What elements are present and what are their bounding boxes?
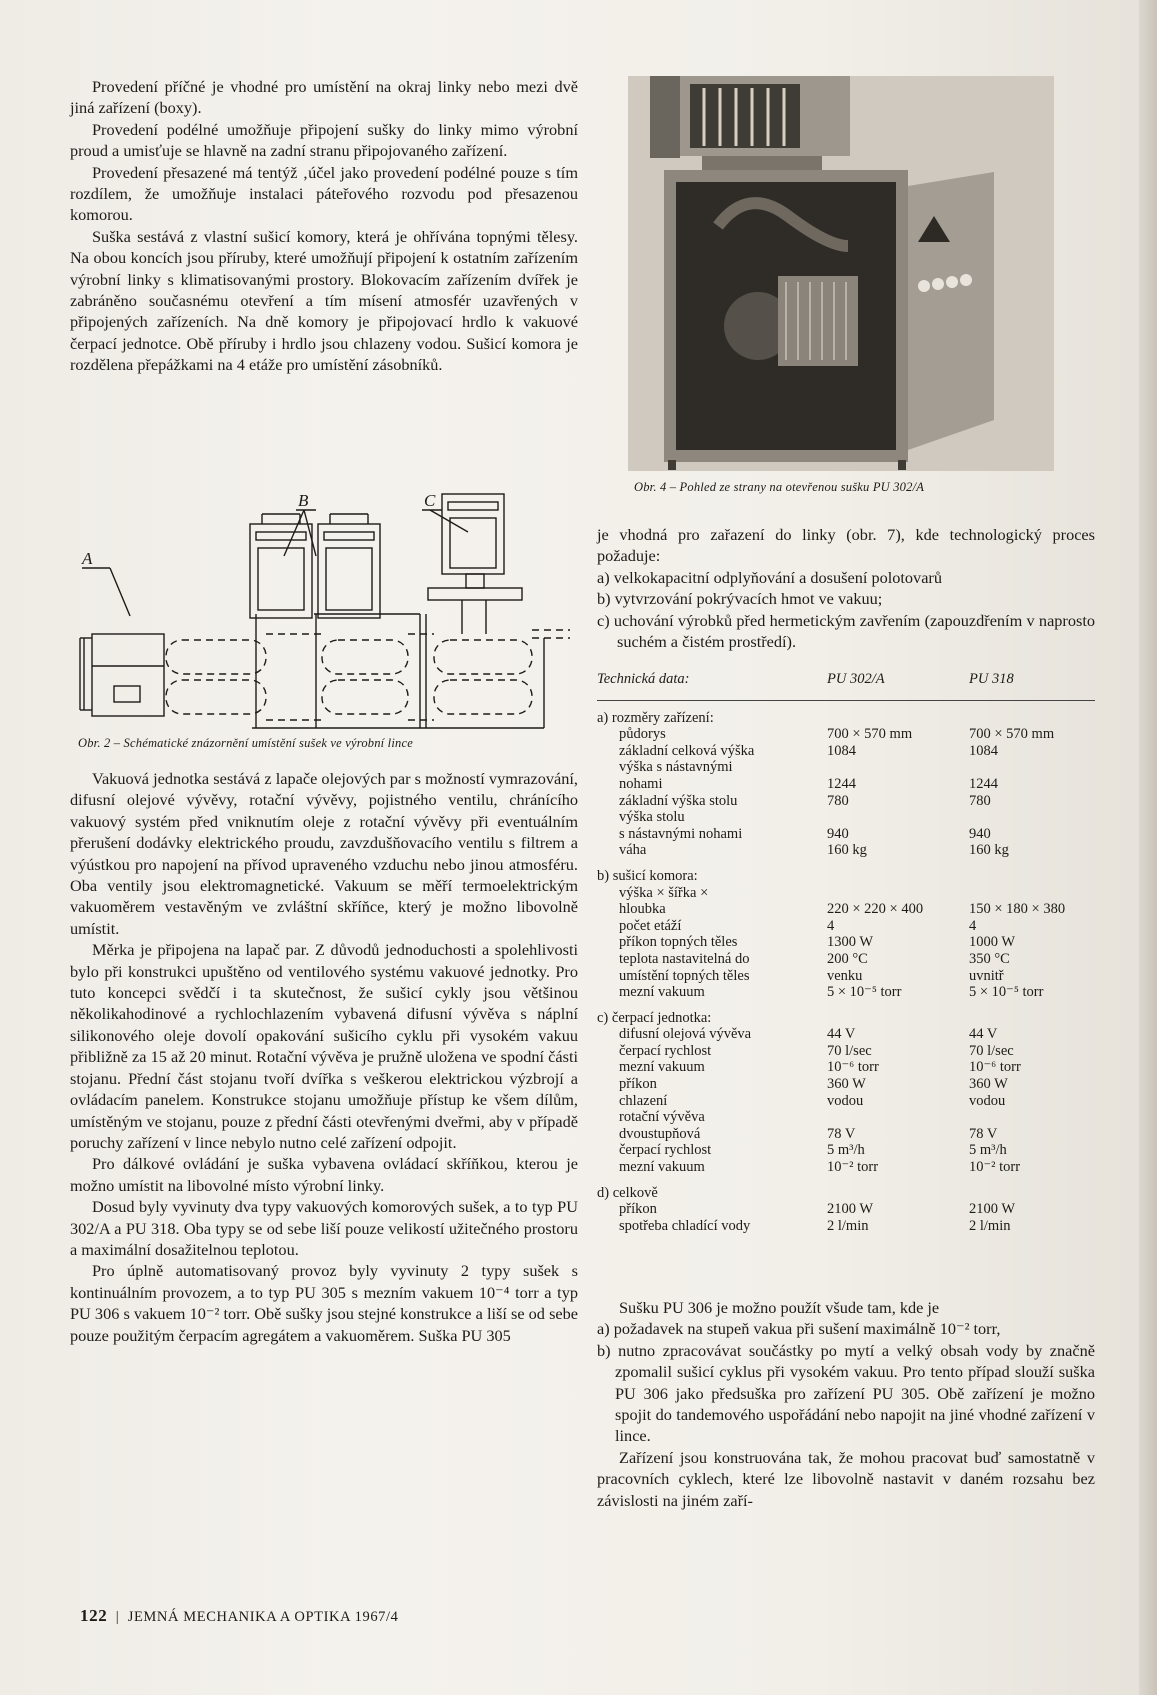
table-cell-parameter: rotační vývěva <box>619 1109 705 1126</box>
table-cell-parameter: půdorys <box>619 726 666 743</box>
table-cell-pu318: 150 × 180 × 380 <box>969 901 1066 918</box>
table-cell-pu318: 78 V <box>969 1125 998 1142</box>
table-header-pu318: PU 318 <box>969 671 1014 687</box>
table-cell-parameter: difusní olejová vývěva <box>619 1026 752 1043</box>
table-row <box>597 934 1095 951</box>
table-cell-pu318: 160 kg <box>969 842 1009 859</box>
table-cell-pu318: 2 l/min <box>969 1217 1011 1234</box>
dryer-unit-b-1 <box>250 524 312 618</box>
table-cell-pu302a <box>827 809 969 826</box>
table-cell-pu318 <box>969 885 1095 902</box>
table-row <box>597 793 1095 810</box>
table-row <box>597 968 1095 985</box>
table-row <box>597 1059 1095 1076</box>
table-cell-parameter: počet etáží <box>619 917 682 934</box>
figure-2-caption: Obr. 2 – Schématické znázornění umístění sušek ve výrobní lince <box>78 736 413 750</box>
table-cell-parameter: chlazení <box>619 1092 668 1109</box>
table-cell-pu302a <box>827 885 969 902</box>
table-cell-parameter: příkon <box>619 1076 657 1093</box>
table-cell-parameter: výška × šířka × <box>619 884 709 901</box>
dryer-unit-c <box>442 494 504 574</box>
table-cell-pu318: 700 × 570 mm <box>969 726 1055 743</box>
page-footer <box>80 1606 399 1626</box>
table-cell-pu302a: 220 × 220 × 400 <box>827 901 924 918</box>
table-group-title <box>597 1010 1095 1027</box>
table-cell-pu302a: vodou <box>827 1092 864 1109</box>
table-row <box>597 809 1095 826</box>
table-cell-pu302a: 4 <box>827 917 835 934</box>
table-cell-parameter: umístění topných těles <box>619 967 750 984</box>
paragraph-dryer-types: Dosud byly vyvinuty dva typy vakuových komorových sušek, a to typ PU 302/A a PU 318. Oba typy se od sebe liší pouze velikostí užitečného prostoru a maximální dosažitelnou teplotou. <box>70 1197 578 1259</box>
table-cell-pu318: uvnitř <box>969 967 1004 984</box>
table-cell-pu318: vodou <box>969 1092 1006 1109</box>
table-group-title <box>597 710 1095 727</box>
table-group-title <box>597 868 1095 885</box>
table-cell-pu318: 5 m³/h <box>969 1142 1007 1159</box>
table-cell-pu318: 780 <box>969 792 991 809</box>
table-cell-pu302a: 160 kg <box>827 842 867 859</box>
table-cell-pu302a: 5 m³/h <box>827 1142 865 1159</box>
table-cell-pu302a <box>827 759 969 776</box>
table-cell-pu302a: 940 <box>827 825 849 842</box>
table-row <box>597 1126 1095 1143</box>
left-column-continued <box>70 768 578 1346</box>
journal-name: JEMNÁ MECHANIKA A OPTIKA 1967/4 <box>127 1609 399 1625</box>
table-cell-parameter: základní výška stolu <box>619 792 738 809</box>
table-cell-pu302a: 10⁻² torr <box>827 1159 879 1176</box>
left-column <box>70 76 578 376</box>
table-cell-pu318 <box>969 759 1095 776</box>
requirement-b: b) vytvrzování pokrývacích hmot ve vakuu; <box>597 589 883 609</box>
table-cell-pu318: 70 l/sec <box>969 1042 1014 1059</box>
paragraph-dryer-composition: Suška sestává z vlastní sušicí komory, která je ohřívána topnými tělesy. Na obou koncích jsou příruby, které umožňují připojení k ostatním zařízením výrobní linky s klimatisovanými prostory. Blokovacím zařízením dvířek je zabráněno současnému otevření a tím mísení atmosfér uzavřených v připojených zařízeních. Na dně komory je připojovací hrdlo k vakuové čerpací jednotce. Obě příruby i hrdlo jsou chlazeny vodou. Sušicí komora je rozdělena přepážkami na 4 etáže pro umístění zásobníků. <box>70 226 578 375</box>
table-cell-parameter: základní celková výška <box>619 742 755 759</box>
table-cell-parameter: teplota nastavitelná do <box>619 950 750 967</box>
pu306-point-a: a) požadavek na stupeň vakua při sušení maximálně 10⁻² torr, <box>597 1319 1001 1339</box>
table-row <box>597 1142 1095 1159</box>
label-a-leader <box>110 568 130 616</box>
table-cell-parameter: příkon <box>619 1201 657 1218</box>
technical-data-table <box>597 671 1095 1243</box>
paragraph-offset: Provedení přesazené má tentýž ‚účel jako provedení podélné pouze s tím rozdílem, že umožňuje instalaci páteřového rozvodu pod přesazenou komorou. <box>70 162 578 225</box>
table-cell-parameter: čerpací rychlost <box>619 1142 712 1159</box>
right-column-intro <box>597 524 1095 652</box>
table-row <box>597 1201 1095 1218</box>
dryer-unit-b-2 <box>318 524 380 618</box>
table-cell-pu302a: 70 l/sec <box>827 1042 872 1059</box>
table-row <box>597 901 1095 918</box>
table-cell-pu302a: 2 l/min <box>827 1217 869 1234</box>
requirement-c: c) uchování výrobků před hermetickým zavřením (zapouzdřením v naprosto suchém a čistém prostředí). <box>597 610 1095 652</box>
table-cell-pu318: 44 V <box>969 1026 998 1043</box>
paragraph-gauge: Měrka je připojena na lapač par. Z důvodů jednoduchosti a spolehlivosti bylo při konstrukci upuštěno od ventilového systému vakuové jednotky. Pro tuto koncepci svědčí i ta skutečnost, že sušicí cykly jsou většinou několikahodinové a rychlochlazením vybavená difusní vývěva s náplní silikonového oleje dovolí opakování sušicího cyklu při vysokém vakuu přibližně za 15 až 20 minut. Rotační vývěva je pružně uložena ve spodní části stojanu. Přední část stojanu tvoří dvířka s veškerou elektrickou výzbrojí a ovládacím panelem. Konstrukce stojanu umožňuje přístup ke všem dílům, umístěným ve stojanu, pouze z přední části otevřenými dveřmi, aby v případě poruchy zařízení v lince nebylo nutno celé zařízení odpojit. <box>70 940 578 1152</box>
table-cell-pu318: 10⁻⁶ torr <box>969 1059 1021 1076</box>
table-cell-parameter: nohami <box>619 775 663 792</box>
diagram-label-c: C <box>424 491 436 510</box>
requirement-a: a) velkokapacitní odplyňování a dosušení polotovarů <box>597 567 942 587</box>
table-cell-pu302a: 2100 W <box>827 1201 874 1218</box>
paragraph-closing: Zařízení jsou konstruována tak, že mohou pracovat buď samostatně v pracovních cyklech, které lze libovolně nastavit v daném rozsahu bez závislosti na jiném zaří- <box>597 1447 1095 1510</box>
table-cell-pu302a: 5 × 10⁻⁵ torr <box>827 984 902 1001</box>
table-cell-pu302a: 780 <box>827 792 849 809</box>
table-row <box>597 1093 1095 1110</box>
pu306-point-b: b) nutno zpracovávat součástky po mytí a velký obsah vody by značně zpomalil sušicí cyklus při vysokém vakuu. Pro tento případ slouží suška PU 306 jako předsuška pro zařízení PU 305. Obě zařízení je možno spojit do tandemového uspořádání nebo napojit na jiné vhodné zařízení v lince. <box>597 1340 1095 1446</box>
table-cell-parameter: výška stolu <box>619 809 685 826</box>
table-row <box>597 726 1095 743</box>
table-cell-pu302a: 1244 <box>827 775 856 792</box>
table-cell-pu302a: 360 W <box>827 1076 866 1093</box>
table-cell-pu318: 4 <box>969 917 977 934</box>
page-number: 122 <box>80 1606 108 1625</box>
footer-separator: | <box>111 1609 124 1625</box>
table-header-row <box>597 671 1095 700</box>
table-row <box>597 1218 1095 1235</box>
table-group-title-cell: a) rozměry zařízení: <box>597 709 714 726</box>
table-cell-parameter: mezní vakuum <box>619 1159 705 1176</box>
table-cell-pu318: 350 °C <box>969 950 1010 967</box>
table-row <box>597 743 1095 760</box>
paragraph-remote-control: Pro dálkové ovládání je suška vybavena ovládací skříňkou, kterou je možno umístit na libovolné místo výrobní linky. <box>70 1154 578 1195</box>
paragraph-continuous-dryers: Pro úplně automatisovaný provoz byly vyvinuty 2 typy sušek s kontinuálním provozem, a to typ PU 305 s mezním vakuem 10⁻⁴ torr a typ PU 306 s vakuem 10⁻² torr. Obě sušky jsou stejné konstrukce a liší se od sebe pouze použitým čerpacím agregátem a vakuoměrem. Suška PU 305 <box>70 1261 578 1345</box>
paragraph-pu305-use: je vhodná pro zařazení do linky (obr. 7), kde technologický proces požaduje: <box>597 525 1095 566</box>
table-cell-pu318: 360 W <box>969 1076 1008 1093</box>
table-cell-parameter: spotřeba chladící vody <box>619 1217 751 1234</box>
table-cell-pu302a: 10⁻⁶ torr <box>827 1059 879 1076</box>
paragraph-vacuum-unit: Vakuová jednotka sestává z lapače olejových par s možností vymrazování, difusní olejové vývěvy, rotační vývěvy, pojistného ventilu, chránícího vakuový systém před vniknutím oleje z rotační vývěvy při eventuálním přerušení dodávky elektrického proudu, zavzdušňovacího ventilu s filtrem a výústkou pro napojení na přívod upraveného vzduchu nebo jinou atmosféru. Oba ventily jsou elektromagnetické. Vakuum se měří termoelektrickým vakuoměrem vestavěným ve zvláštní skříňce, který je možno libovolně umístit. <box>70 769 578 938</box>
table-cell-pu302a: venku <box>827 967 863 984</box>
table-cell-pu302a: 44 V <box>827 1026 856 1043</box>
table-cell-pu302a: 78 V <box>827 1125 856 1142</box>
table-cell-parameter: příkon topných těles <box>619 934 738 951</box>
table-cell-parameter: hloubka <box>619 901 666 918</box>
table-cell-pu318: 2100 W <box>969 1201 1016 1218</box>
paragraph-pu306-intro: Sušku PU 306 je možno použít všude tam, kde je <box>619 1298 940 1317</box>
table-cell-pu318: 1244 <box>969 775 998 792</box>
table-row <box>597 951 1095 968</box>
table-cell-parameter: váha <box>619 842 647 859</box>
table-cell-parameter: dvoustupňová <box>619 1125 701 1142</box>
table-row <box>597 776 1095 793</box>
paragraph-longitudinal: Provedení podélné umožňuje připojení sušky do linky mimo výrobní proud a umisťuje se hlavně na zadní stranu připojovaného zařízení. <box>70 119 578 161</box>
table-row <box>597 842 1095 859</box>
table-cell-parameter: mezní vakuum <box>619 1059 705 1076</box>
table-row <box>597 1109 1095 1126</box>
table-cell-pu318 <box>969 809 1095 826</box>
table-row <box>597 885 1095 902</box>
table-cell-pu318 <box>969 1109 1095 1126</box>
table-cell-pu302a <box>827 1109 969 1126</box>
table-row <box>597 984 1095 1001</box>
table-group-title-cell: c) čerpací jednotka: <box>597 1009 712 1026</box>
table-row <box>597 1076 1095 1093</box>
table-row <box>597 1026 1095 1043</box>
table-group-title-cell: d) celkově <box>597 1184 658 1201</box>
figure-4-caption: Obr. 4 – Pohled ze strany na otevřenou sušku PU 302/A <box>634 480 925 494</box>
table-cell-parameter: mezní vakuum <box>619 984 705 1001</box>
table-cell-pu302a: 1300 W <box>827 934 874 951</box>
table-cell-pu318: 1084 <box>969 742 998 759</box>
table-cell-pu302a: 1084 <box>827 742 856 759</box>
table-row <box>597 1043 1095 1060</box>
diagram-label-b: B <box>298 491 309 510</box>
table-cell-pu302a: 200 °C <box>827 950 868 967</box>
table-group-title <box>597 1185 1095 1202</box>
table-cell-parameter: s nástavnými nohami <box>619 825 743 842</box>
table-group-title-cell: b) sušicí komora: <box>597 867 698 884</box>
right-column-pu306 <box>597 1297 1095 1511</box>
figure-2-diagram <box>70 488 580 734</box>
dryer-unit-a <box>92 634 164 716</box>
table-cell-pu318: 940 <box>969 825 991 842</box>
diagram-label-a: A <box>82 549 93 568</box>
figure-4-photo <box>628 76 1054 471</box>
table-cell-pu302a: 700 × 570 mm <box>827 726 913 743</box>
table-row <box>597 918 1095 935</box>
paragraph-transverse: Provedení příčné je vhodné pro umístění na okraj linky nebo mezi dvě jiná zařízení (boxy). <box>70 77 578 118</box>
table-cell-parameter: čerpací rychlost <box>619 1042 712 1059</box>
table-cell-pu318: 1000 W <box>969 934 1016 951</box>
table-cell-parameter: výška s nástavnými <box>619 759 733 776</box>
table-row <box>597 1159 1095 1176</box>
table-header-label: Technická data: <box>597 671 690 687</box>
table-cell-pu318: 10⁻² torr <box>969 1159 1021 1176</box>
table-cell-pu318: 5 × 10⁻⁵ torr <box>969 984 1044 1001</box>
table-header-pu302a: PU 302/A <box>827 671 885 687</box>
table-row <box>597 759 1095 776</box>
scan-edge <box>1139 0 1157 1695</box>
table-row <box>597 826 1095 843</box>
